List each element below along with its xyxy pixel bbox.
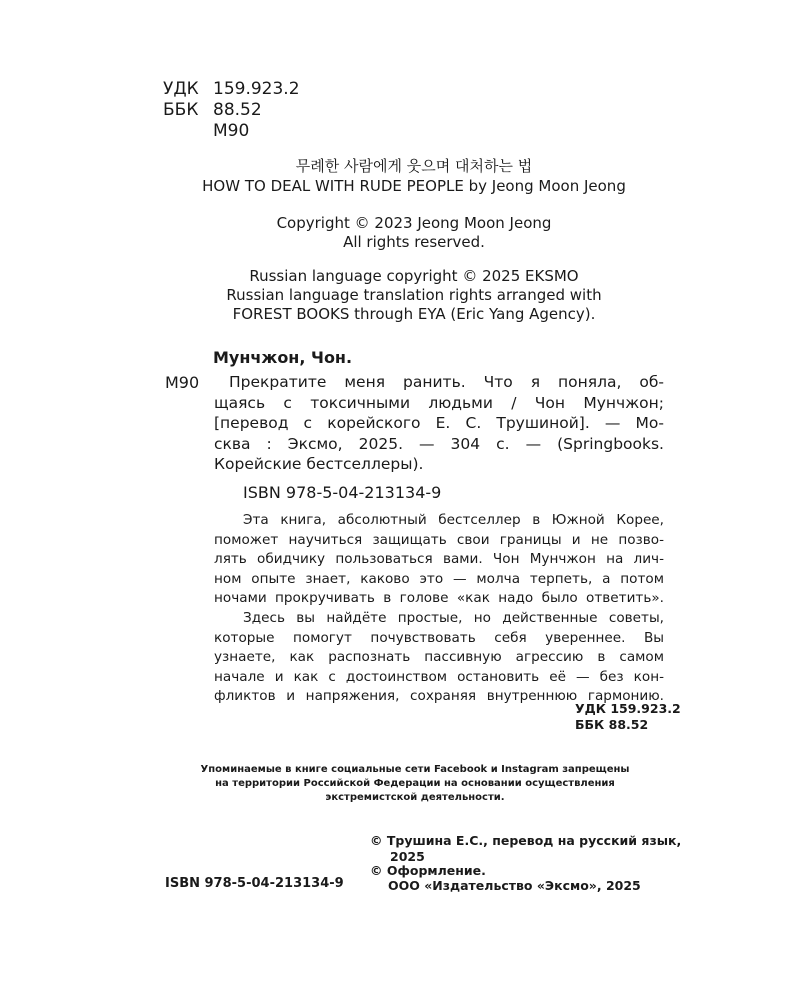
notice-line: экстремистской деятельности. [325,792,505,803]
copy-translation: © Трушина Е.С., перевод на русский язык, [370,833,682,848]
record-line: Прекратите меня ранить. Что я поняла, об- [229,373,664,391]
record-mark: М90 [165,373,200,392]
annotation-line: ночами прокручивать в голове «как надо было ответить». [214,590,664,606]
annotation-line: узнаете, как распознать пассивную агрессию в самом [214,649,664,665]
bbk-line [163,99,262,121]
annotation-line: фликтов и напряжения, сохраняя внутреннюю гармонию. [214,688,664,704]
codes-bbk: ББК 88.52 [575,717,649,732]
record-line: сква : Эксмо, 2025. — 304 с. — (Springbooks. [214,434,664,453]
record-line: [перевод с корейского Е. С. Трушиной]. — Мо- [214,414,664,432]
copy-translation-year: 2025 [390,849,425,864]
notice-line: Упоминаемые в книге социальные сети Facebook и Instagram запрещены [200,764,630,775]
copy-publisher: ООО «Издательство «Эксмо», 2025 [388,878,641,893]
footer-isbn: ISBN 978-5-04-213134-9 [165,876,344,891]
notice-line: на территории Российской Федерации на основании осуществления [215,778,615,789]
annotation-line: поможет научиться защищать свои границы и не позво- [214,531,664,548]
record-isbn: ISBN 978-5-04-213134-9 [243,483,442,502]
udk-label: УДК [163,79,199,99]
korean-title: 무례한 사람에게 웃으며 대처하는 법 [295,157,533,175]
udk-line [163,78,300,100]
copyright-russian-line3: FOREST BOOKS through EYA (Eric Yang Agency). [232,305,596,323]
copyright-russian-line1: Russian language copyright © 2025 EKSMO [249,267,579,285]
author-mark: М90 [213,121,250,141]
annotation-line: Здесь вы найдёте простые, но действенные советы, [243,610,664,626]
english-title: HOW TO DEAL WITH RUDE PEOPLE by Jeong Moon Jeong [202,177,626,195]
copyright-original-line2: All rights reserved. [343,233,485,251]
author-mark-line [163,120,249,142]
annotation-paragraph-2 [214,609,664,707]
annotation-line: которые помогут почувствовать себя увереннее. Вы [214,629,664,646]
annotation-line: лять обидчику пользоваться вами. Чон Мунчжон на лич- [214,551,664,567]
annotation-paragraph-1 [214,511,664,609]
copyright-original-line1: Copyright © 2023 Jeong Moon Jeong [276,214,552,232]
copyright-russian-line2: Russian language translation rights arranged with [226,286,602,304]
copy-design: © Оформление. [370,863,486,878]
bbk-value: 88.52 [213,100,262,120]
bbk-label: ББК [163,100,199,120]
record-line: щаясь с токсичными людьми / Чон Мунчжон; [214,393,664,412]
udk-value: 159.923.2 [213,79,300,99]
annotation-line: Эта книга, абсолютный бестселлер в Южной Корее, [243,512,664,528]
record-author: Мунчжон, Чон. [213,348,353,367]
record-line: Корейские бестселлеры). [214,455,424,473]
annotation-line: начале и как с достоинством остановить её — без кон- [214,668,664,685]
codes-udk: УДК 159.923.2 [575,701,681,716]
record-description [214,372,664,475]
annotation-line: ном опыте знает, каково это — молча терпеть, а потом [214,570,664,587]
